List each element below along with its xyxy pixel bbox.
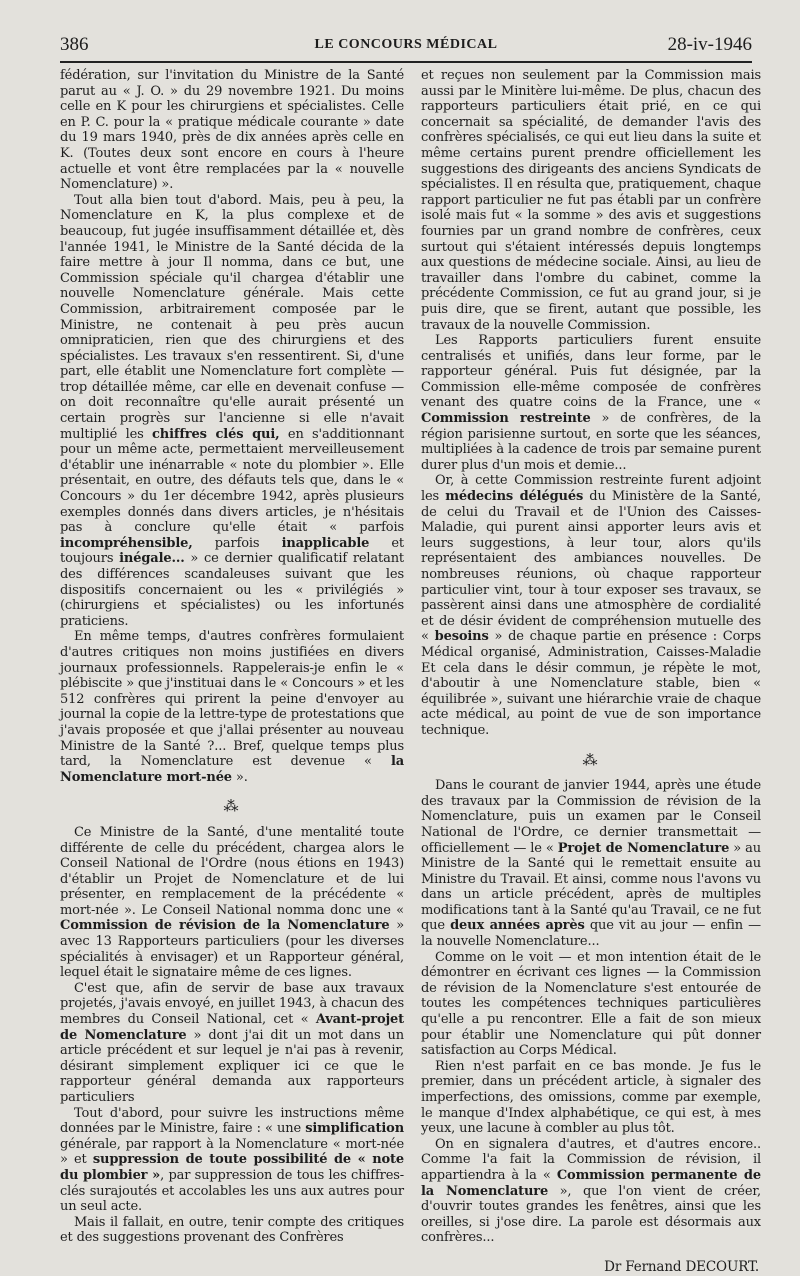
page-number: 386 [60,34,89,55]
right-column [421,68,762,1275]
paragraph: Tout alla bien tout d'abord. Mais, peu à peu, la Nomenclature en K, la plus complexe et de beaucoup, fut jugée insuffisamment détaillée et, dès l'année 1941, le Ministre de la Santé décida de la faire mettre à jour Il nomma, dans ce but, une Commission spéciale qu'il chargea d'établir une nouvelle Nomenclature générale. Mais cette Commission, arbitrairement composée par le Ministre, ne contenait à peu près aucun omnipraticien, rien que des chirurgiens et des spécialistes. Les travaux s'en ressentirent. Si, d'une part, elle établit une Nomenclature fort complète — trop détaillée même, car elle en devenait confuse — on doit reconnaître qu'elle aurait présenté un certain progrès sur l'ancienne si elle n'avait multiplié les chiffres clés qui, en s'additionnant pour un même acte, permettaient merveilleusement d'établir une inénarrable « note du plombier ». Elle présentait, en outre, des défauts tels que, dans le « Concours » du 1er décembre 1942, après plusieurs exemples donnés dans divers articles, je n'hésitais pas à conclure qu'elle était « parfois incompréhensible, parfois inapplicable et toujours inégale... » ce dernier qualificatif relatant des différences scandaleuses suivant que les dispositifs concernaient ou les « privilégiés » (chirurgiens et spécialistes) ou les infortunés praticiens. [60,192,405,629]
journal-title: LE CONCOURS MÉDICAL [314,37,498,52]
paragraph: Comme on le voit — et mon intention était de le démontrer en écrivant ces lignes — la Commission de révision de la Nomenclature s'est entourée de toutes les compétences techniques particulières qu'elle a pu rencontrer. Elle a fait de son mieux pour établir une Nomenclature qui pût donner satisfaction au Corps Médical. [421,949,761,1059]
paragraph: Mais il fallait, en outre, tenir compte des critiques et des suggestions provenant des Confrères [60,1214,404,1246]
paragraph: fédération, sur l'invitation du Ministre de la Santé parut au « J. O. » du 29 novembre 1921. Du moins celle en K pour les chirurgiens et spécialistes. Celle en P. C. pour la « pratique médicale courante » date du 19 mars 1940, près de dix années après celle en K. (Toutes deux sont encore en cours à l'heure actuelle et vont être remplacées par la « nouvelle Nomenclature) ». [60,68,404,193]
paragraph: Or, à cette Commission restreinte furent adjoint les médecins délégués du Ministère de la Santé, de celui du Travail et de l'Union des Caisses-Maladie, qui purent ainsi apporter leurs avis et leurs suggestions, à leur tour, alors qu'ils représentaient des ambiances nouvelles. De nombreuses réunions, où chaque rapporteur particulier vint, tour à tour exposer ses travaux, se passèrent ainsi dans une atmosphère de cordialité et de désir évident de compréhension mutuelle des « besoins » de chaque partie en présence : Corps Médical organisé, Administration, Caisses-Maladie Et cela dans le désir commun, je répète le mot, d'aboutir à une Nomenclature stable, bien « équilibrée », suivant une hiérarchie vraie de chaque acte médical, au point de vue de son importance technique. [421,473,762,738]
section-separator: ⁂ [582,750,600,769]
paragraph: En même temps, d'autres confrères formulaient d'autres critiques non moins justifiées en divers journaux professionnels. Rappelerais-je enfin le « plébiscite » que j'instituai dans le « Concours » et les 512 confrères qui prirent la peine d'envoyer au journal la copie de la lettre-type de protestations que j'avais proposée et que j'allai présenter au nouveau Ministre de la Santé ?... Bref, quelque temps plus tard, la Nomenclature est devenue « la Nomenclature mort-née ». [60,629,404,785]
section-separator: ⁂ [223,797,241,816]
header-rule [60,61,752,63]
paragraph: On en signalera d'autres, et d'autres encore.. Comme l'a fait la Commission de révision, il appartiendra à la « Commission permanente de la Nomenclature », que l'on vient de créer, d'ouvrir toutes grandes les fenêtres, ainsi que les oreilles, si j'ose dire. La parole est désormais aux confrères... [421,1136,762,1246]
paragraph: Dans le courant de janvier 1944, après une étude des travaux par la Commission de révision de la Nomenclature, puis un examen par le Conseil National de l'Ordre, ce dernier transmettait — officiellement — le « Projet de Nomenclature » au Ministre de la Santé qui le remettait ensuite au Ministre du Travail. Et ainsi, comme nous l'avons vu dans un article précédent, après de multiples modifications tant à la Santé qu'au Travail, ce ne fut que deux années après que vit au jour — enfin — la nouvelle Nomenclature... [421,778,761,950]
left-column [60,68,405,1246]
author-signature: Dr Fernand DECOURT. [604,1258,759,1275]
paragraph: Rien n'est parfait en ce bas monde. Je fus le premier, dans un précédent article, à signaler des imperfections, des omissions, comme par exemple, le manque d'Index alphabétique, ce qui est, à mes yeux, une lacune à combler au plus tôt. [421,1058,761,1137]
paragraph: Les Rapports particuliers furent ensuite centralisés et unifiés, dans leur forme, par le rapporteur général. Puis fut désignée, par la Commission elle-même composée de confrères venant des quatre coins de la France, une « Commission restreinte » de confrères, de la région parisienne surtout, en sorte que les séances, multipliées à la cadence de trois par semaine purent durer plus d'un mois et demie... [421,333,761,473]
paragraph: et reçues non seulement par la Commission mais aussi par le Minitère lui-même. De plus, chacun des rapporteurs particuliers était prié, en ce qui concernait sa spécialité, de demander l'avis des confrères spécialisés, ce qui eut lieu dans la suite et même certains purent prendre officiellement les suggestions des dirigeants des anciens Syndicats de spécialistes. Il en résulta que, pratiquement, chaque rapport particulier ne fut pas établi par un confrère isolé mais fut « la somme » des avis et suggestions fournies par un grand nombre de confrères, ceux surtout qui s'étaient intéressés depuis longtemps aux questions de médecine sociale. Ainsi, au lieu de travailler dans l'ombre du cabinet, comme la précédente Commission, ce fut au grand jour, si je puis dire, que se firent, autant que possible, les travaux de la nouvelle Commission. [421,68,761,333]
issue-date: 28-iv-1946 [667,34,752,55]
paragraph: C'est que, afin de servir de base aux travaux projetés, j'avais envoyé, en juillet 1943, à chacun des membres du Conseil National, cet « Avant-projet de Nomenclature » dont j'ai dit un mot dans un article précédent et sur lequel je n'ai pas à revenir, désirant simplement expliquer ici ce que le rapporteur général demanda aux rapporteurs particuliers [60,980,405,1105]
paragraph: Ce Ministre de la Santé, d'une mentalité toute différente de celle du précédent, chargea alors le Conseil National de l'Ordre (nous étions en 1943) d'établir un Projet de Nomenclature et de lui présenter, en remplacement de la précédente « mort-née ». Le Conseil National nomma donc une « Commission de révision de la Nomenclature » avec 13 Rapporteurs particuliers (pour les diverses spécialités à envisager) et un Rapporteur général, lequel était le signataire même de ces lignes. [60,824,404,981]
paragraph: Tout d'abord, pour suivre les instructions même données par le Ministre, faire : « une simplification générale, par rapport à la Nomenclature « mort-née » et suppression de toute possibilité de « note du plombier », par suppression de tous les chiffres-clés surajoutés et accolables les uns aux autres pour un seul acte. [60,1105,405,1215]
